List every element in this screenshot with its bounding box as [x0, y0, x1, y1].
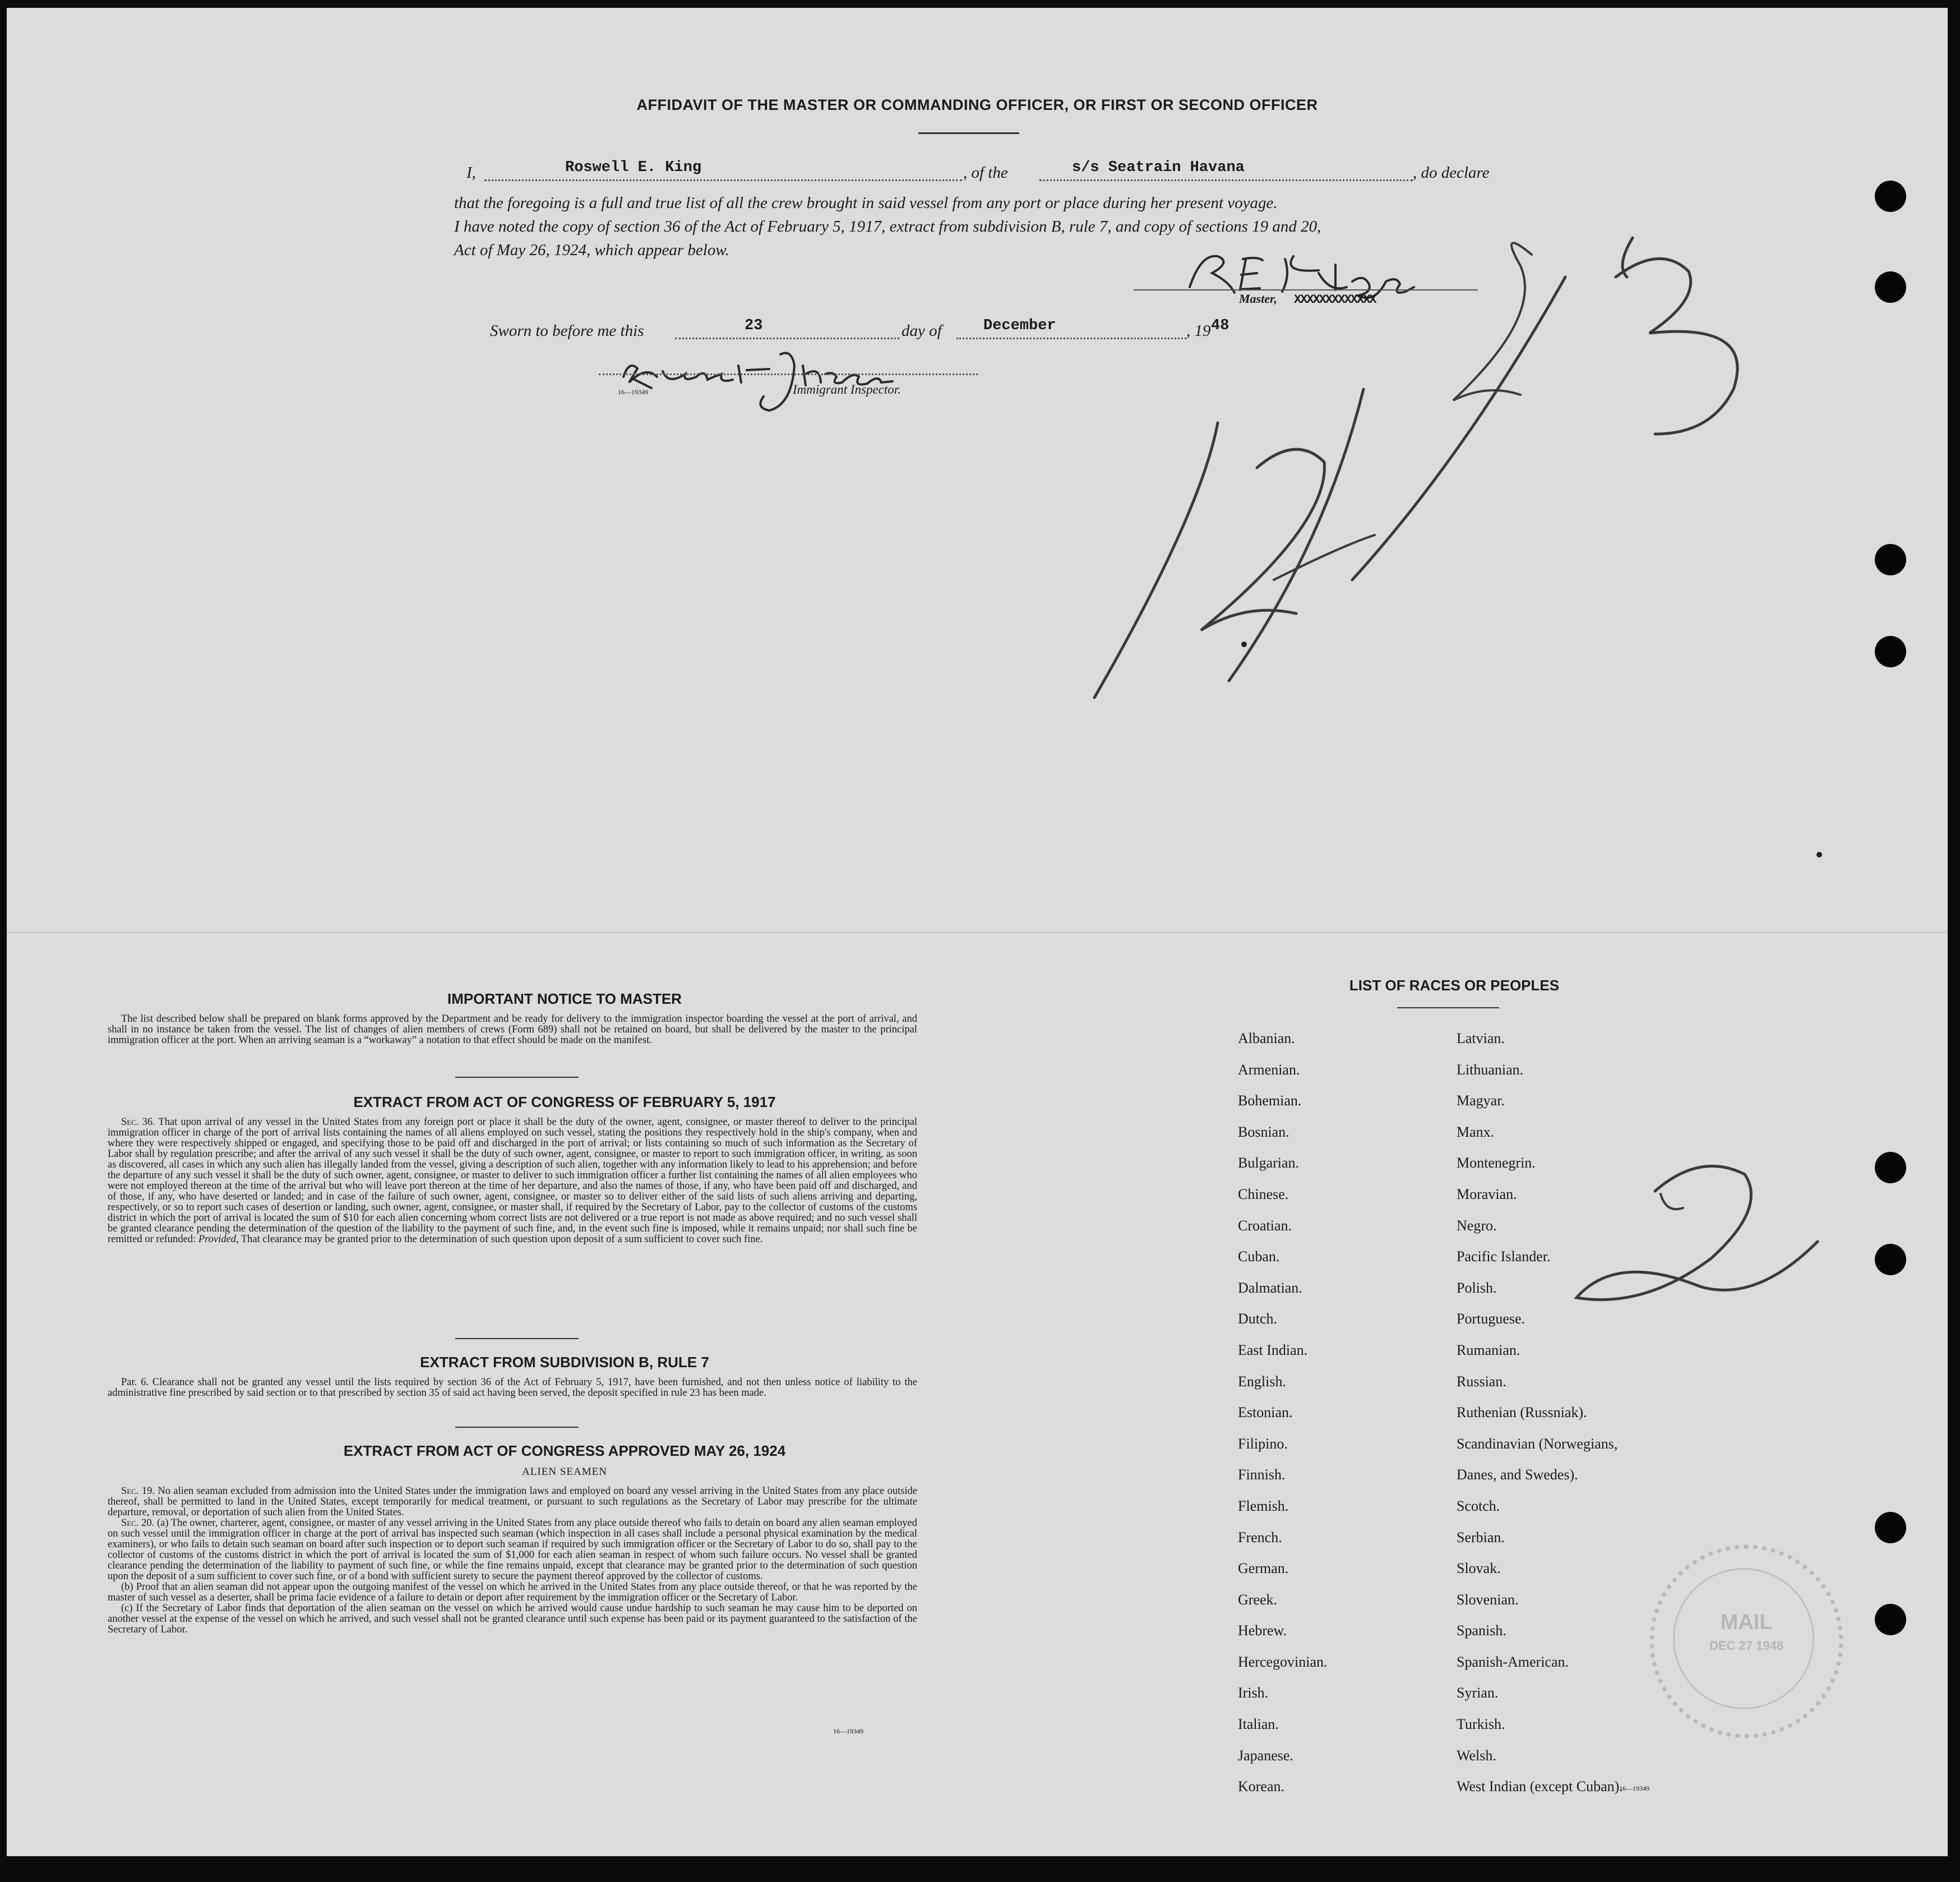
- binder-hole: [1875, 544, 1906, 575]
- race-item: Hercegovinian.: [1238, 1653, 1328, 1670]
- race-item: Manx.: [1457, 1123, 1495, 1140]
- race-item: Dalmatian.: [1238, 1279, 1302, 1296]
- race-item: Syrian.: [1457, 1685, 1499, 1701]
- race-item: Spanish.: [1457, 1622, 1506, 1639]
- race-item: Lithuanian.: [1457, 1061, 1524, 1078]
- mail-stamp-date: DEC 27 1948: [1709, 1639, 1784, 1653]
- race-item: West Indian (except Cuban).: [1457, 1778, 1623, 1795]
- divider: [455, 1077, 579, 1078]
- race-item: Dutch.: [1238, 1311, 1278, 1327]
- race-item: Latvian.: [1457, 1030, 1505, 1046]
- race-item: Pacific Islander.: [1457, 1248, 1551, 1265]
- race-item: Estonian.: [1238, 1404, 1293, 1421]
- vessel-name: s/s Seatrain Havana: [1072, 159, 1245, 176]
- race-item: Bohemian.: [1238, 1092, 1302, 1109]
- race-item: Irish.: [1238, 1685, 1269, 1701]
- race-item: Ruthenian (Russniak).: [1457, 1404, 1587, 1421]
- races-left-column: [1238, 1023, 1328, 1802]
- notice-text: The list described below shall be prepared on blank forms approved by the Department and be ready for delivery to the immigration inspector boarding the vessel at the port of arrival, and shall in no instance be taken from the vessel. The list of changes of alien members of crews (Form 689) shall not be retained on board, but shall be delivered by the master to the principal immigration officer at the port. When an arriving seaman is a “workaway” a notation to that effect should be made on the manifest.: [108, 1013, 917, 1046]
- extract-rule7-heading: EXTRACT FROM SUBDIVISION B, RULE 7: [420, 1354, 709, 1371]
- race-item: Croatian.: [1238, 1217, 1292, 1234]
- race-item: Italian.: [1238, 1716, 1279, 1733]
- binder-hole: [1875, 636, 1906, 667]
- race-item: Slovak.: [1457, 1560, 1501, 1577]
- race-item: Magyar.: [1457, 1092, 1505, 1109]
- sec-20a-body: (a) The owner, charterer, agent, consignee, or master of any vessel arriving in the United States from any place outside thereof who fails to detain on board any alien seaman employed on such vessel until the immigration officer in charge at the port of arrival has inspected such seaman (which inspection in all cases shall include a personal physical examination by the medical examiners), or who fails to detain such seaman on board after such inspection or to deport such seaman if required by such immigration officer or the Secretary of Labor to do so, shall pay to the collector of customs of the customs district in which the port of arrival is located the sum of $1,000 for each alien seaman in respect of whom such failure occurs. No vessel shall be granted clearance pending the determination of the liability to payment of such fine, or while the fine remains unpaid, except that clearance may be granted prior to the determination of such question upon the deposit of a sum sufficient to cover such fine, or of a bond with sufficient surety to secure the payment thereof approved by the collector of customs.: [108, 1517, 918, 1582]
- binder-hole: [1875, 271, 1906, 303]
- binder-hole: [1875, 1512, 1906, 1543]
- sec-20c: (c) If the Secretary of Labor finds that deportation of the alien seaman on the vessel on which he arrived would cause undue hardship to such seaman he may cause him to be deported on another vessel at the expense of the vessel on which he arrived, and such vessel shall not be granted clearance until such expense has been paid or its payment guaranteed to the satisfaction of the Secretary of Labor.: [108, 1603, 917, 1635]
- master-name: Roswell E. King: [565, 159, 702, 176]
- alien-seamen-subheading: ALIEN SEAMEN: [522, 1466, 607, 1478]
- race-item: Russian.: [1457, 1373, 1506, 1390]
- divider: [455, 1427, 579, 1428]
- race-item: Scandinavian (Norwegians,: [1457, 1435, 1618, 1452]
- affidavit-line-4: Act of May 26, 1924, which appear below.: [454, 241, 729, 259]
- affidavit-heading: AFFIDAVIT OF THE MASTER OR COMMANDING OFFICER, OR FIRST OR SECOND OFFICER: [636, 96, 1318, 113]
- fold-line: [7, 932, 1948, 933]
- name-line: [484, 179, 962, 181]
- races-right-column: [1457, 1023, 1623, 1802]
- sec-19-body: No alien seaman excluded from admission into the United States under the immigration laws and employed on board any vessel arriving in the United States from any place outside thereof, shall be permitted to land in the United States, except temporarily for medical treatment, or pursuant to such regulations as the Secretary of Labor may prescribe for the ultimate departure, removal, or deportation of such alien from the United States.: [108, 1486, 918, 1518]
- race-item: Chinese.: [1238, 1186, 1289, 1202]
- race-item: French.: [1238, 1529, 1282, 1546]
- extract-1924-text: [108, 1486, 917, 1635]
- sworn-year: 48: [1211, 317, 1229, 334]
- binder-hole: [1875, 1604, 1906, 1635]
- binder-hole: [1875, 1152, 1906, 1183]
- sec-20b: (b) Proof that an alien seaman did not appear upon the outgoing manifest of the vessel on which he arrived in the United States from any place outside thereof, or that he was reported by the master of such vessel as a deserter, shall be prima facie evidence of a failure to detain or deport after requirement by the immigration officer or the Secretary of Labor.: [108, 1581, 917, 1603]
- race-item: Finnish.: [1238, 1466, 1286, 1483]
- binder-hole: [1875, 181, 1906, 212]
- sec-19: [108, 1486, 917, 1518]
- divider: [1397, 1007, 1499, 1008]
- race-item: Hebrew.: [1238, 1622, 1287, 1639]
- master-label: Master,: [1239, 292, 1277, 306]
- race-item: Bulgarian.: [1238, 1155, 1300, 1171]
- race-item: Korean.: [1238, 1778, 1285, 1795]
- race-item: Filipino.: [1238, 1435, 1288, 1452]
- race-item: Spanish-American.: [1457, 1653, 1569, 1670]
- race-item: Polish.: [1457, 1279, 1497, 1296]
- sworn-label: Sworn to before me this: [490, 322, 644, 340]
- race-item: Montenegrin.: [1457, 1155, 1536, 1171]
- races-form-number: 16—19349: [1619, 1784, 1649, 1792]
- vessel-line: [1039, 179, 1413, 181]
- handwritten-date-mark: [1061, 232, 1834, 726]
- race-item: English.: [1238, 1373, 1286, 1390]
- race-item: Cuban.: [1238, 1248, 1280, 1265]
- race-item: Armenian.: [1238, 1061, 1300, 1078]
- race-item: Serbian.: [1457, 1529, 1505, 1546]
- sworn-month: December: [983, 317, 1056, 334]
- extract-1917-text: [108, 1117, 917, 1245]
- race-item: Albanian.: [1238, 1030, 1295, 1046]
- race-item: Negro.: [1457, 1217, 1497, 1234]
- document-page: [7, 8, 1948, 1856]
- race-item: German.: [1238, 1560, 1289, 1577]
- speck: [1816, 852, 1822, 857]
- binder-hole: [1875, 1244, 1906, 1275]
- notice-form-number: 16—19349: [833, 1727, 863, 1735]
- race-item: Danes, and Swedes).: [1457, 1466, 1578, 1483]
- races-heading: LIST OF RACES OR PEOPLES: [1349, 977, 1560, 994]
- mail-stamp-text: MAIL: [1720, 1611, 1773, 1634]
- day-of-text: day of: [902, 322, 942, 340]
- race-item: Slovenian.: [1457, 1591, 1519, 1608]
- sec-20-label: Sec. 20.: [121, 1517, 155, 1529]
- race-item: Moravian.: [1457, 1186, 1517, 1202]
- race-item: Portuguese.: [1457, 1311, 1526, 1327]
- inspector-signature: [612, 343, 971, 416]
- inspector-signature-line: [599, 373, 978, 375]
- race-item: Welsh.: [1457, 1747, 1496, 1764]
- divider: [455, 1338, 579, 1339]
- struck-text: XXXXXXXXXXXXX: [1294, 293, 1376, 307]
- race-item: Scotch.: [1457, 1497, 1500, 1514]
- race-item: Bosnian.: [1238, 1123, 1289, 1140]
- sworn-day: 23: [745, 317, 763, 334]
- sec-19-label: Sec. 19.: [121, 1486, 155, 1497]
- extract-rule7-text: Par. 6. Clearance shall not be granted any vessel until the lists required by section 36 of the Act of February 5, 1917, have been furnished, and not then unless notice of liability to the administrative fine prescribed by said section or to that prescribed by section 35 of said act having been served, the deposit specified in rule 23 has been made.: [108, 1377, 917, 1399]
- race-item: Greek.: [1238, 1591, 1278, 1608]
- race-item: Flemish.: [1238, 1497, 1289, 1514]
- race-item: Turkish.: [1457, 1716, 1505, 1733]
- sec-36-body: That upon arrival of any vessel in the United States from any foreign port or place it shall be the duty of the owner, agent, consignee, or master thereof to deliver to the principal immigration officer in charge of the port of arrival lists containing the names of all aliens employed on such vessel, stating the positions they respectively hold in the ship's company, when and where they were respectively shipped or engaged, and specifying those to be paid off and discharged in the port of arrival; or lists containing so much of such information as the Secretary of Labor shall by regulation prescribe; and after the arrival of any such vessel it shall be the duty of such owner, agent, consignee, or master to report to such immigration officer, in writing, as soon as discovered, all cases in which any such alien has illegally landed from the vessel, giving a description of such alien, together with any information likely to lead to his apprehension; and before the departure of any such vessel it shall be the duty of such owner, agent, consignee, or master to deliver to such immigration officer a further list containing the names of all alien employees who were not employed thereon at the time of the arrival but who will leave port thereon at the time of her departure, and also the names of those, if any, who have been paid off and discharged, and of those, if any, who have deserted or landed; and in case of the failure of such owner, agent, consignee, or master so to deliver either of the said lists of such aliens arriving and departing, respectively, or so to report such cases of desertion or landing, such owner, agent, consignee, or master shall, if required by the Secretary of Labor, pay to the collector of customs of the customs district in which the port of arrival is located the sum of $10 for each alien concerning whom correct lists are not delivered or a true report is not made as above required; and no such vessel shall be granted clearance pending the determination of the question of the liability to the payment of such fine, and, in the event such fine is imposed, while it remains unpaid; nor shall such fine be remitted or refunded:: [108, 1117, 918, 1245]
- mail-stamp: [1649, 1544, 1843, 1738]
- race-item: Rumanian.: [1457, 1341, 1520, 1358]
- do-declare-text: , do declare: [1413, 164, 1490, 182]
- proviso-label: Provided,: [198, 1234, 239, 1245]
- sec-36-label: Sec. 36.: [121, 1117, 155, 1128]
- day-line: [675, 338, 899, 339]
- inspector-form-number: 16—19349: [618, 388, 648, 396]
- divider: [918, 132, 1019, 134]
- affidavit-line-2: that the foregoing is a full and true list of all the crew brought in said vessel from any port or place during her present voyage.: [454, 194, 1278, 212]
- of-the-text: , of the: [963, 164, 1008, 182]
- extract-1917-heading: EXTRACT FROM ACT OF CONGRESS OF FEBRUARY 5, 1917: [353, 1094, 776, 1110]
- i-prefix: I,: [466, 164, 476, 182]
- inspector-label: Immigrant Inspector.: [793, 382, 901, 396]
- extract-1924-heading: EXTRACT FROM ACT OF CONGRESS APPROVED MAY 26, 1924: [343, 1442, 786, 1459]
- notice-heading: IMPORTANT NOTICE TO MASTER: [447, 990, 682, 1007]
- affidavit-line-3: I have noted the copy of section 36 of the Act of February 5, 1917, extract from subdivision B, rule 7, and copy of sections 19 and 20,: [454, 218, 1321, 236]
- race-item: Japanese.: [1238, 1747, 1293, 1764]
- race-item: East Indian.: [1238, 1341, 1308, 1358]
- sec-36-end: That clearance may be granted prior to the determination of such question upon deposit of a sum sufficient to cover such fine.: [241, 1234, 763, 1245]
- year-prefix: , 19: [1186, 322, 1211, 340]
- sec-20a: [108, 1518, 917, 1582]
